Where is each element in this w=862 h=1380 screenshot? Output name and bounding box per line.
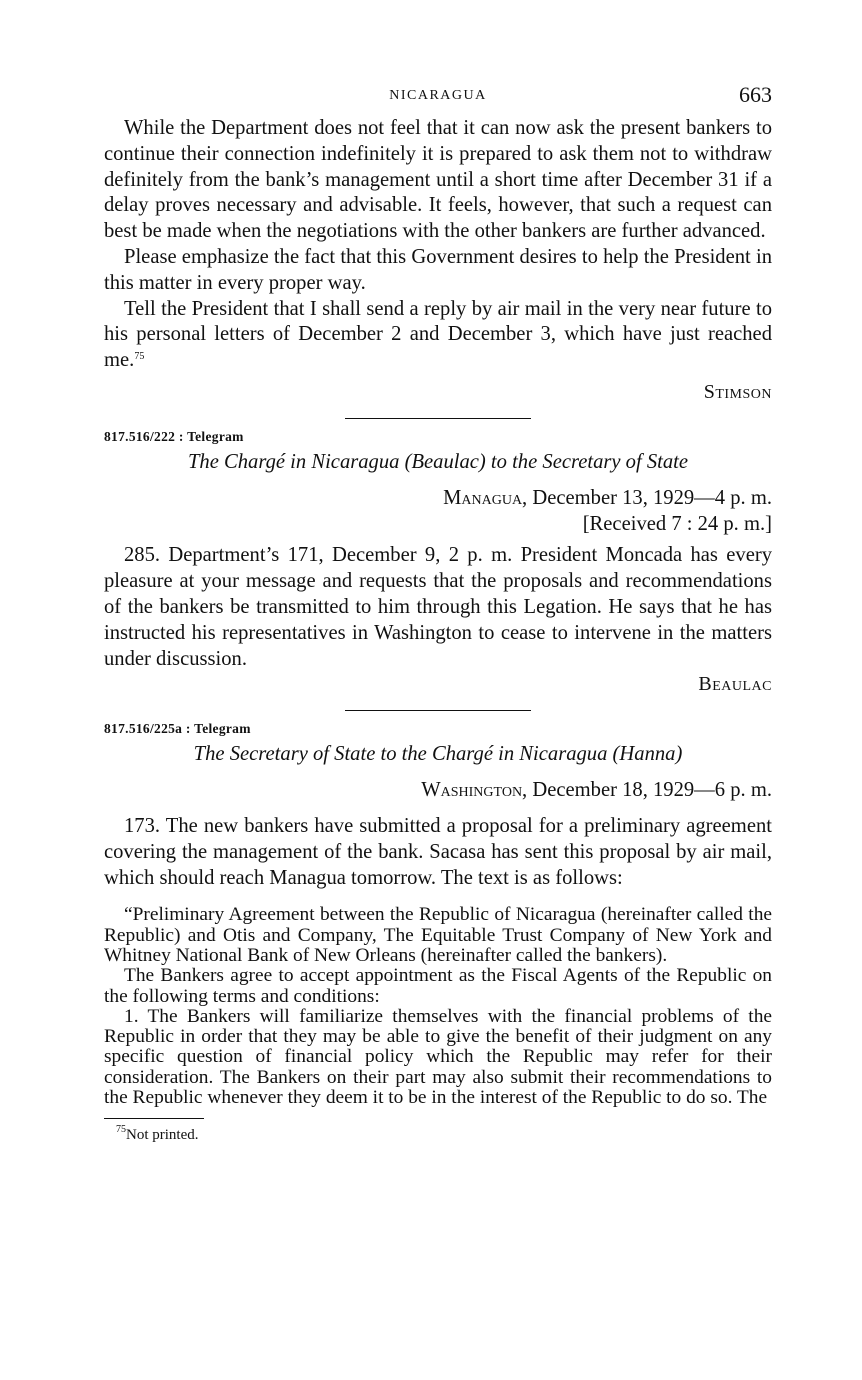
running-header (104, 82, 772, 116)
received-time: [Received 7 : 24 p. m.] (582, 512, 772, 535)
dateline (104, 778, 772, 804)
dateline-date: December 18, 1929—6 p. m. (527, 779, 772, 802)
footnote-reference: 75 (134, 351, 145, 363)
section-divider (345, 418, 531, 419)
dateline (104, 486, 772, 538)
quote-paragraph: 1. The Bankers will familiarize themselves with the financial problems of the Republic in order that they may be able to give the benefit of their judgment on any specific question of financial policy which the Republic may refer for their consideration. The Bankers on their part may also submit their recommendations to the Republic whenever they deem it to be in the interest of the Republic to do so. The (104, 1005, 772, 1108)
file-reference: 817.516/222 : Telegram (104, 428, 244, 444)
footnote-text: Not printed. (126, 1127, 199, 1144)
footnote (104, 1124, 772, 1144)
body-paragraph: While the Department does not feel that it can now ask the present bankers to continue their connection indefinitely it is prepared to ask them not to withdraw definitely from the bank’s management until a short time after December 31 if a delay proves necessary and advisable. It feels, however, that such a request can best be made when the negotiations with the other bankers are further advanced. (104, 117, 772, 243)
page-number: 663 (739, 82, 772, 107)
page-content (104, 82, 772, 1144)
footnote-marker: 75 (116, 1124, 126, 1136)
signature-stimson: Stimson (703, 380, 772, 403)
footnote-divider (104, 1118, 204, 1119)
body-paragraph (104, 297, 772, 374)
section-stimson-telegram (104, 116, 772, 406)
telegram-body: 285. Department’s 171, December 9, 2 p. m. President Moncada has every pleasure at your message and requests that the proposals and recommendations of the bankers be transmitted to him through this Legation. He says that he has instructed his representatives in Washington to cease to intervene in the matters under discussion. (104, 544, 772, 670)
quote-paragraph: “Preliminary Agreement between the Republic of Nicaragua (hereinafter called the Republic) and Otis and Company, The Equitable Trust Company of New York and Whitney National Bank of New Orleans (hereinafter called the bankers). (104, 904, 772, 966)
dateline-place: Washington, (421, 779, 528, 802)
running-title: NICARAGUA (389, 88, 487, 103)
telegram-body: 173. The new bankers have submitted a proposal for a preliminary agreement covering the management of the bank. Sacasa has sent this proposal by air mail, which should reach Managua tomorrow. The text is as follows: (104, 814, 772, 889)
paragraph-text: Tell the President that I shall send a reply by air mail in the very near future to his personal letters of December 2 and December 3, which have just reached me. (104, 297, 772, 372)
quote-paragraph: The Bankers agree to accept appointment as the Fiscal Agents of the Republic on the following terms and conditions: (104, 965, 772, 1007)
document-secretary-telegram (104, 721, 772, 1108)
signature-beaulac: Beaulac (698, 673, 772, 696)
document-title: The Chargé in Nicaragua (Beaulac) to the Secretary of State (187, 450, 689, 473)
body-paragraph: Please emphasize the fact that this Government desires to help the President in this matter in every proper way. (104, 245, 772, 294)
quoted-agreement (104, 905, 772, 1108)
dateline-date: December 13, 1929—4 p. m. (527, 486, 772, 509)
document-beaulac-telegram (104, 429, 772, 698)
section-divider (345, 710, 531, 711)
document-title: The Secretary of State to the Chargé in Nicaragua (Hanna) (193, 743, 683, 766)
dateline-place: Managua, (443, 486, 528, 509)
file-reference: 817.516/225a : Telegram (104, 721, 251, 737)
